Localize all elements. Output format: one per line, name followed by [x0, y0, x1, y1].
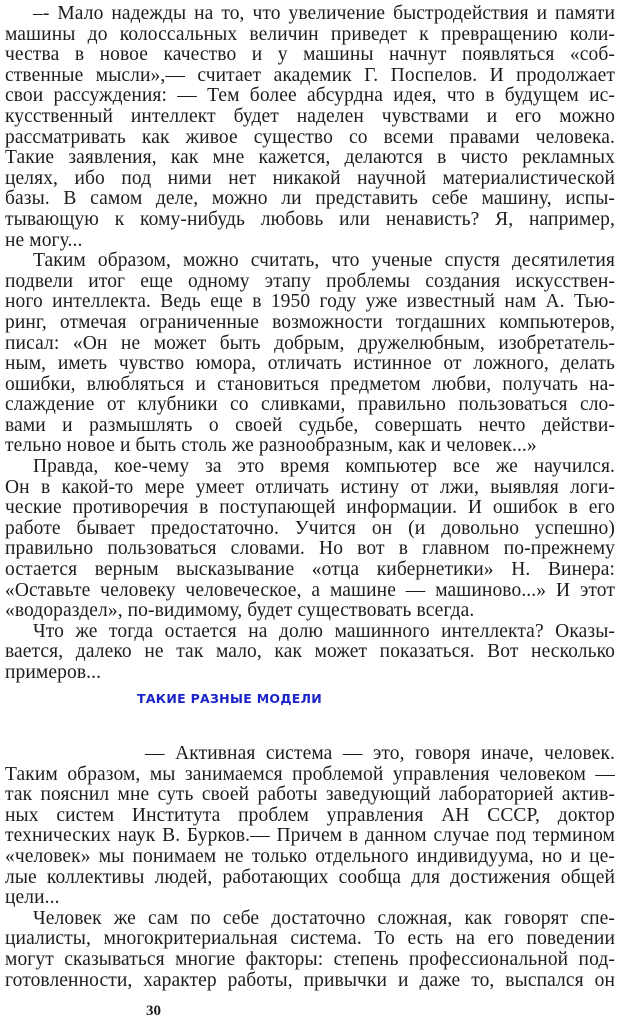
text-line: могут сказываться многие факторы: степень профессиональной под-	[5, 949, 615, 970]
text-line: машины до колоссальных величин приведет к превращению коли-	[5, 24, 615, 45]
text-line: работе бывает предостаточно. Учится он (и довольно успешно)	[5, 518, 615, 539]
paragraph	[5, 4, 615, 251]
text-line: писал: «Он не может быть добрым, дружелюбным, изобретатель-	[5, 333, 615, 354]
text-line: «человек» мы понимаем не только отдельного индивидуума, но и це-	[5, 846, 615, 867]
text-line: Человек же сам по себе достаточно сложная, как говорят спе-	[33, 908, 615, 929]
text-line: технических наук В. Бурков.— Причем в данном случае под термином	[5, 826, 615, 847]
text-section-before-heading	[5, 4, 615, 684]
text-line: вами и размышлять о своей судьбе, совершать нечто действи-	[5, 415, 615, 436]
text-line: Он в какой-то мере умеет отличать истину от лжи, выявляя логи-	[5, 477, 615, 498]
text-line: Что же тогда остается на долю машинного интеллекта? Оказы-	[33, 621, 615, 642]
text-line: базы. В самом деле, можно ли представить себе машину, испы-	[5, 189, 615, 210]
text-line: вается, далеко не так мало, как может показаться. Вот несколько	[5, 642, 615, 663]
text-line: ринг, отмечая ограниченные возможности тогдашних компьютеров,	[5, 312, 615, 333]
text-line: ного интеллекта. Ведь еще в 1950 году уже известный нам А. Тью-	[5, 292, 615, 313]
text-line: чества в новое качество и у машины начнут появляться «соб-	[5, 45, 615, 66]
text-line: остается верным высказывание «отца кибернетики» Н. Винера:	[5, 560, 615, 581]
text-line: — Активная система — это, говоря иначе, человек.	[145, 744, 615, 764]
paragraph	[5, 251, 615, 457]
text-line: не могу...	[5, 230, 83, 251]
text-line: ственные мысли»,— считает академик Г. Поспелов. И продолжает	[5, 65, 615, 86]
text-line: свои рассуждения: — Тем более абсурдна идея, что в будущем ис-	[5, 86, 615, 107]
text-line: тывающую к кому-нибудь любовь или ненависть? Я, например,	[5, 209, 615, 230]
text-line: подвели итог еще одному этапу проблемы создания искусствен-	[5, 271, 615, 292]
paragraph	[5, 457, 615, 622]
text-line: ошибки, влюбляться и становиться предметом любви, получать на-	[5, 374, 615, 395]
text-line: «Оставьте человеку человеческое, а машине — машиново...» И этот	[5, 580, 615, 601]
paragraph	[5, 744, 615, 909]
text-line: целях, ибо под ними нет никакой научной материалистической	[5, 168, 615, 189]
text-line: цели...	[5, 888, 60, 909]
text-line: Такие заявления, как мне кажется, делаются в чисто рекламных	[5, 148, 615, 169]
text-line: ческие противоречия в поступающей информации. И ошибок в его	[5, 498, 615, 519]
text-line: слаждение от клубники со сливками, правильно пользоваться сло-	[5, 395, 615, 416]
text-line: Таким образом, можно считать, что ученые спустя десятилетия	[33, 251, 615, 272]
paragraph	[5, 622, 615, 684]
text-line: примеров...	[5, 663, 102, 683]
text-line: лые коллективы людей, работающих сообща для достижения общей	[5, 867, 615, 888]
text-line: готовленности, характер работы, привычки и даже то, выспался он	[5, 970, 615, 991]
text-line: Таким образом, мы занимаемся проблемой управления человеком —	[5, 764, 615, 785]
text-line: кусственный интеллект будет наделен чувствами и его можно	[5, 106, 615, 127]
text-line: –- Мало надежды на то, что увеличение быстродействия и памяти	[33, 4, 615, 24]
text-section-after-heading	[5, 744, 615, 991]
text-line: правильно пользоваться словами. Но вот в главном по-прежнему	[5, 539, 615, 560]
text-line: циалисты, многокритериальная система. То есть на его поведении	[5, 929, 615, 950]
text-line: рассматривать как живое существо со всеми правами человека.	[5, 127, 615, 148]
text-line: ных систем Института проблем управления АН СССР, доктор	[5, 805, 615, 826]
text-line: «водораздел», по-видимому, будет существовать всегда.	[5, 601, 475, 622]
text-line: тельно новое и быть столь же разнообразным, как и человек...»	[5, 436, 537, 457]
page-number: 30	[146, 1003, 161, 1019]
text-line: Правда, кое-чему за это время компьютер все же научился.	[33, 457, 615, 478]
text-line: ным, иметь чувство юмора, отличать истинное от ложного, делать	[5, 354, 615, 375]
section-heading: ТАКИЕ РАЗНЫЕ МОДЕЛИ	[137, 691, 323, 706]
paragraph	[5, 909, 615, 991]
text-line: так пояснил мне суть своей работы заведующий лабораторией актив-	[5, 785, 615, 806]
